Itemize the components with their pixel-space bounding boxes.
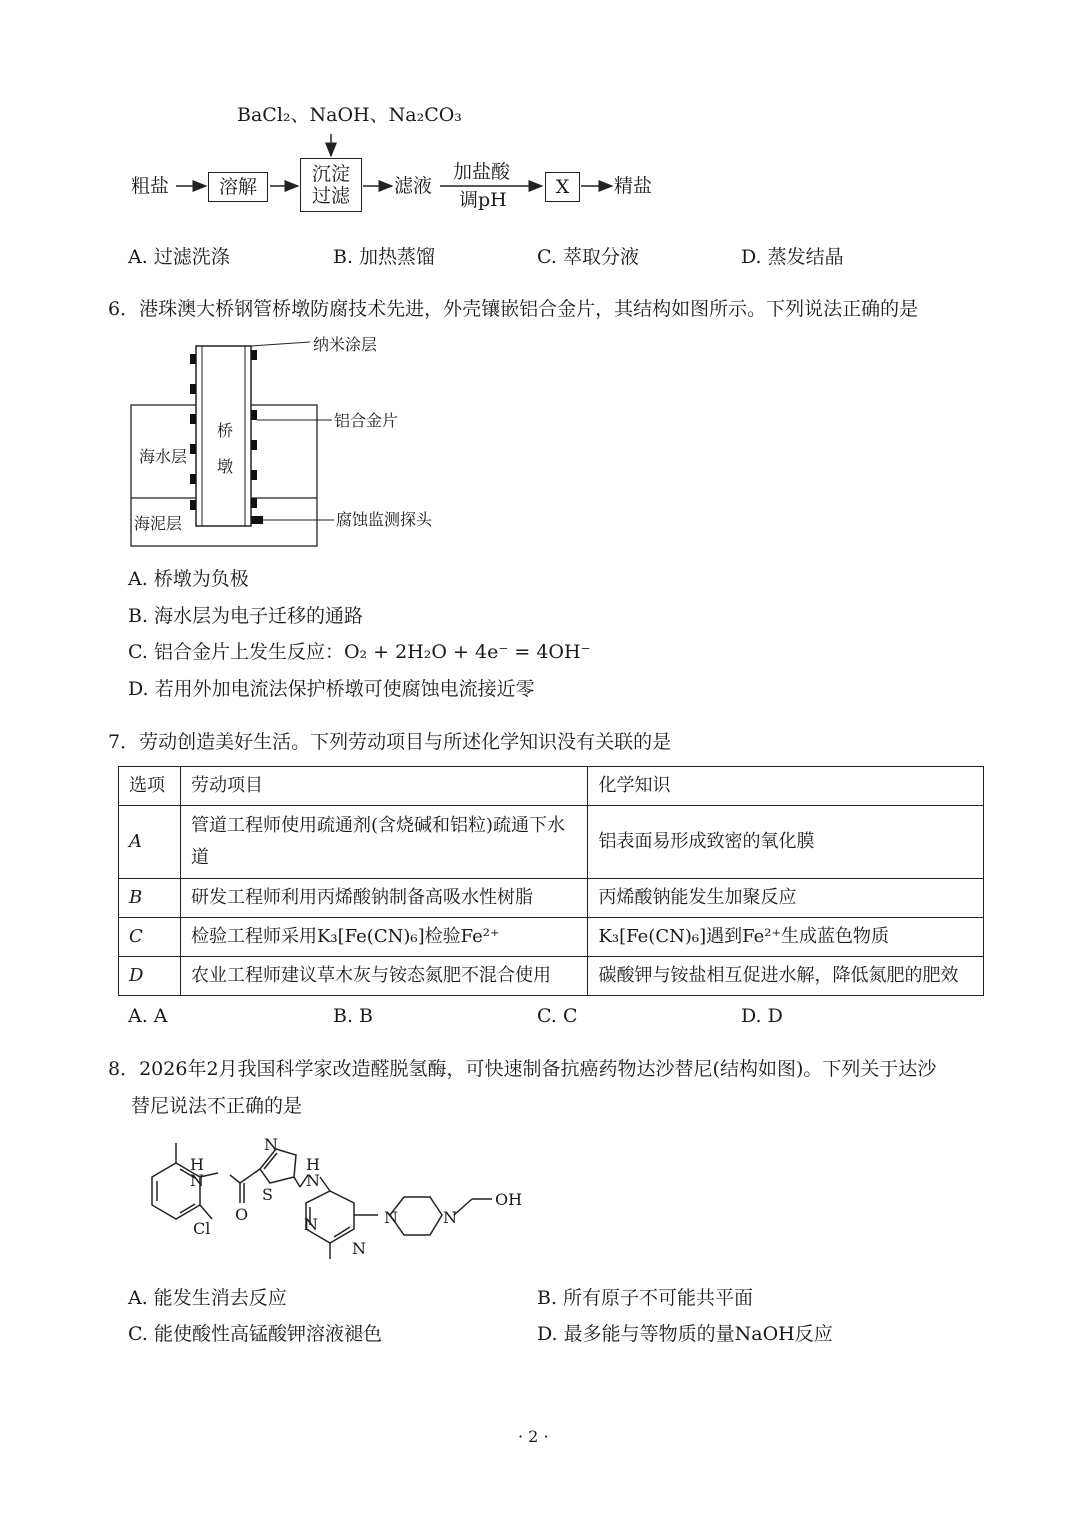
q8-atom-n1: N xyxy=(190,1171,204,1190)
table-row xyxy=(119,806,984,879)
q5-fine-salt: 精盐 xyxy=(614,175,653,197)
q8-atom-n2: N xyxy=(306,1171,320,1190)
q6-label-pier-1: 桥 xyxy=(217,421,234,440)
q6-label-pier-2: 墩 xyxy=(217,457,234,476)
q8-atom-n-thiazole: N xyxy=(264,1135,278,1154)
q7-option-c: C. C xyxy=(537,1005,578,1027)
q5-crude-salt: 粗盐 xyxy=(131,175,170,197)
q5-filtrate: 滤液 xyxy=(394,175,433,197)
q7-row-a-item: 管道工程师使用疏通剂(含烧碱和铝粒)疏通下水道 xyxy=(180,806,588,879)
q5-option-a: A. 过滤洗涤 xyxy=(128,246,230,268)
q6-label-mud: 海泥层 xyxy=(134,514,183,533)
table-row xyxy=(119,879,984,918)
q6-label-seawater: 海水层 xyxy=(139,447,188,466)
q6-option-a: A. 桥墩为负极 xyxy=(128,568,249,590)
q6-option-b: B. 海水层为电子迁移的通路 xyxy=(128,605,364,627)
q5-reagents: BaCl₂、NaOH、Na₂CO₃ xyxy=(237,104,462,126)
q8-atom-h2: H xyxy=(306,1155,320,1174)
q8-option-a: A. 能发生消去反应 xyxy=(128,1287,287,1309)
q7-stem: 7．劳动创造美好生活。下列劳动项目与所述化学知识没有关联的是 xyxy=(108,731,672,753)
q8-atom-n-pyrimidine-2: N xyxy=(352,1239,366,1258)
q8-option-b: B. 所有原子不可能共平面 xyxy=(537,1287,754,1309)
q8-atom-o: O xyxy=(235,1205,249,1224)
table-row xyxy=(119,957,984,996)
q7-option-b: B. B xyxy=(333,1005,374,1027)
q7-row-d-item: 农业工程师建议草木灰与铵态氮肥不混合使用 xyxy=(180,957,588,996)
q7-option-a: A. A xyxy=(128,1005,168,1027)
q5-option-d: D. 蒸发结晶 xyxy=(741,246,844,268)
q5-acid-bottom: 调pH xyxy=(459,189,507,211)
q7-row-c-option: C xyxy=(119,918,181,957)
q5-option-c: C. 萃取分液 xyxy=(537,246,639,268)
q5-dissolve-box: 溶解 xyxy=(208,172,268,202)
q7-table xyxy=(118,766,984,996)
q7-header-option: 选项 xyxy=(119,767,181,806)
q7-header-knowledge: 化学知识 xyxy=(588,767,984,806)
q7-row-b-option: B xyxy=(119,879,181,918)
q8-atom-cl: Cl xyxy=(193,1219,211,1238)
q8-option-c: C. 能使酸性高锰酸钾溶液褪色 xyxy=(128,1323,382,1345)
q5-precip-line2: 过滤 xyxy=(311,185,350,207)
q8-stem-line2: 替尼说法不正确的是 xyxy=(131,1095,303,1117)
q7-row-a-option: A xyxy=(119,806,181,879)
q6-label-alloy: 铝合金片 xyxy=(334,411,399,430)
q8-stem-line1: 8．2026年2月我国科学家改造醛脱氢酶，可快速制备抗癌药物达沙替尼(结构如图)。下列关于达沙 xyxy=(108,1058,937,1080)
q6-label-probe: 腐蚀监测探头 xyxy=(336,510,433,529)
q8-structure-svg xyxy=(120,1125,540,1275)
table-row xyxy=(119,918,984,957)
q5-acid-top: 加盐酸 xyxy=(453,161,511,183)
q8-option-d: D. 最多能与等物质的量NaOH反应 xyxy=(537,1323,833,1345)
q6-stem: 6．港珠澳大桥钢管桥墩防腐技术先进，外壳镶嵌铝合金片，其结构如图所示。下列说法正确的是 xyxy=(108,298,919,320)
q8-atom-oh: OH xyxy=(495,1190,523,1209)
q7-option-d: D. D xyxy=(741,1005,783,1027)
q7-row-b-item: 研发工程师利用丙烯酸钠制备高吸水性树脂 xyxy=(180,879,588,918)
q8-atom-s: S xyxy=(262,1185,273,1204)
q7-row-a-knowledge: 铝表面易形成致密的氧化膜 xyxy=(588,806,984,879)
q8-atom-n-pyrimidine-1: N xyxy=(304,1215,318,1234)
q5-x-box: X xyxy=(545,172,580,202)
q8-atom-n-piperazine-1: N xyxy=(384,1208,398,1227)
q7-header-item: 劳动项目 xyxy=(180,767,588,806)
q7-row-d-option: D xyxy=(119,957,181,996)
q7-row-b-knowledge: 丙烯酸钠能发生加聚反应 xyxy=(588,879,984,918)
q7-row-c-knowledge: K₃[Fe(CN)₆]遇到Fe²⁺生成蓝色物质 xyxy=(588,918,984,957)
q7-row-d-knowledge: 碳酸钾与铵盐相互促进水解，降低氮肥的肥效 xyxy=(588,957,984,996)
q7-row-c-item: 检验工程师采用K₃[Fe(CN)₆]检验Fe²⁺ xyxy=(180,918,588,957)
q8-atom-h1: H xyxy=(190,1155,204,1174)
q5-precip-box xyxy=(300,158,362,212)
q5-option-b: B. 加热蒸馏 xyxy=(333,246,436,268)
q6-label-nano-coating: 纳米涂层 xyxy=(313,335,378,354)
q8-atom-n-piperazine-2: N xyxy=(443,1208,457,1227)
q7-table-header xyxy=(119,767,984,806)
page-number: · 2 · xyxy=(518,1427,549,1446)
q6-option-d: D. 若用外加电流法保护桥墩可使腐蚀电流接近零 xyxy=(128,678,535,700)
q6-option-c: C. 铝合金片上发生反应：O₂ + 2H₂O + 4e⁻ = 4OH⁻ xyxy=(128,641,591,663)
q5-precip-line1: 沉淀 xyxy=(311,163,350,185)
